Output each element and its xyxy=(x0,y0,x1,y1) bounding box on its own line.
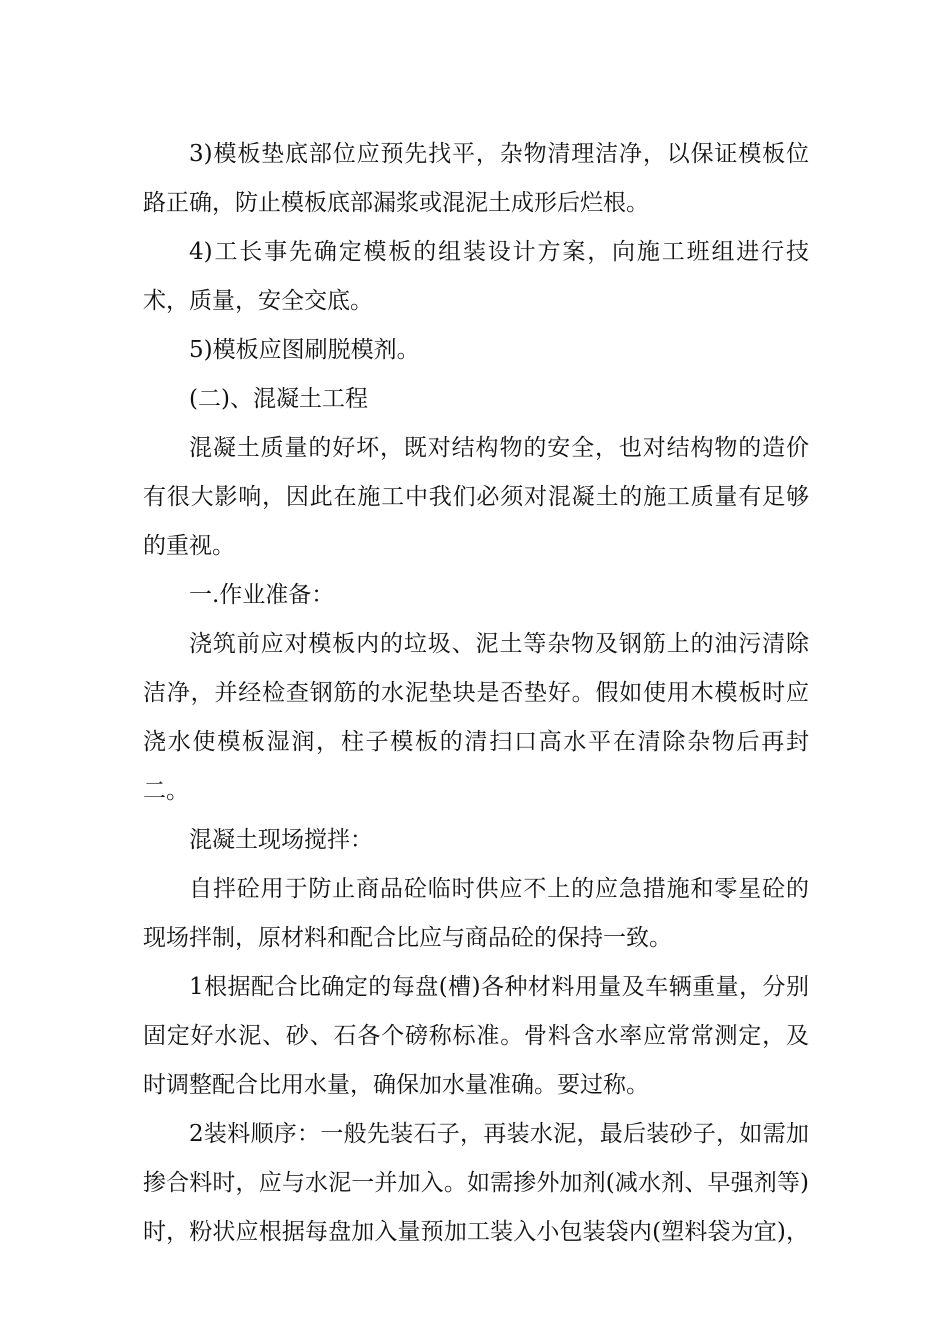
section-heading-concrete-works: (二)、混凝土工程 xyxy=(189,386,368,412)
paragraph-loading-sequence: 2装料顺序：一般先装石子，再装水泥，最后装砂子，如需加掺合料时，应与水泥一并加入。如需掺外加剂(减水剂、早强剂等)时，粉状应根据每盘加入量预加工装入小包装袋内(塑料袋为宜)， xyxy=(143,1121,809,1245)
paragraph-formwork-design-briefing: 4)工长事先确定模板的组装设计方案，向施工班组进行技术，质量，安全交底。 xyxy=(143,239,809,314)
paragraph-pre-pour-cleaning: 浇筑前应对模板内的垃圾、泥土等杂物及钢筋上的油污清除洁净，并经检查钢筋的水泥垫块是否垫好。假如使用木模板时应浇水使模板湿润，柱子模板的清扫口高水平在清除杂物后再封二。 xyxy=(143,631,809,804)
paragraph-release-agent: 5)模板应图刷脱模剂。 xyxy=(189,337,420,363)
subheading-work-preparation: 一.作业准备： xyxy=(189,582,335,608)
paragraph-concrete-quality: 混凝土质量的好坏，既对结构物的安全，也对结构物的造价有很大影响，因此在施工中我们必须对混凝土的施工质量有足够的重视。 xyxy=(143,435,809,559)
subheading-site-mixing: 混凝土现场搅拌： xyxy=(189,827,373,853)
document-body xyxy=(143,130,809,1257)
paragraph-formwork-leveling: 3)模板垫底部位应预先找平，杂物清理洁净，以保证模板位路正确，防止模板底部漏浆或混泥土成形后烂根。 xyxy=(143,141,809,216)
paragraph-mix-proportion-weighing: 1根据配合比确定的每盘(槽)各种材料用量及车辆重量，分别固定好水泥、砂、石各个磅称标准。骨料含水率应常常测定，及时调整配合比用水量，确保加水量准确。要过称。 xyxy=(143,974,809,1098)
paragraph-self-mixed-concrete: 自拌砼用于防止商品砼临时供应不上的应急措施和零星砼的现场拌制，原材料和配合比应与商品砼的保持一致。 xyxy=(143,876,809,951)
